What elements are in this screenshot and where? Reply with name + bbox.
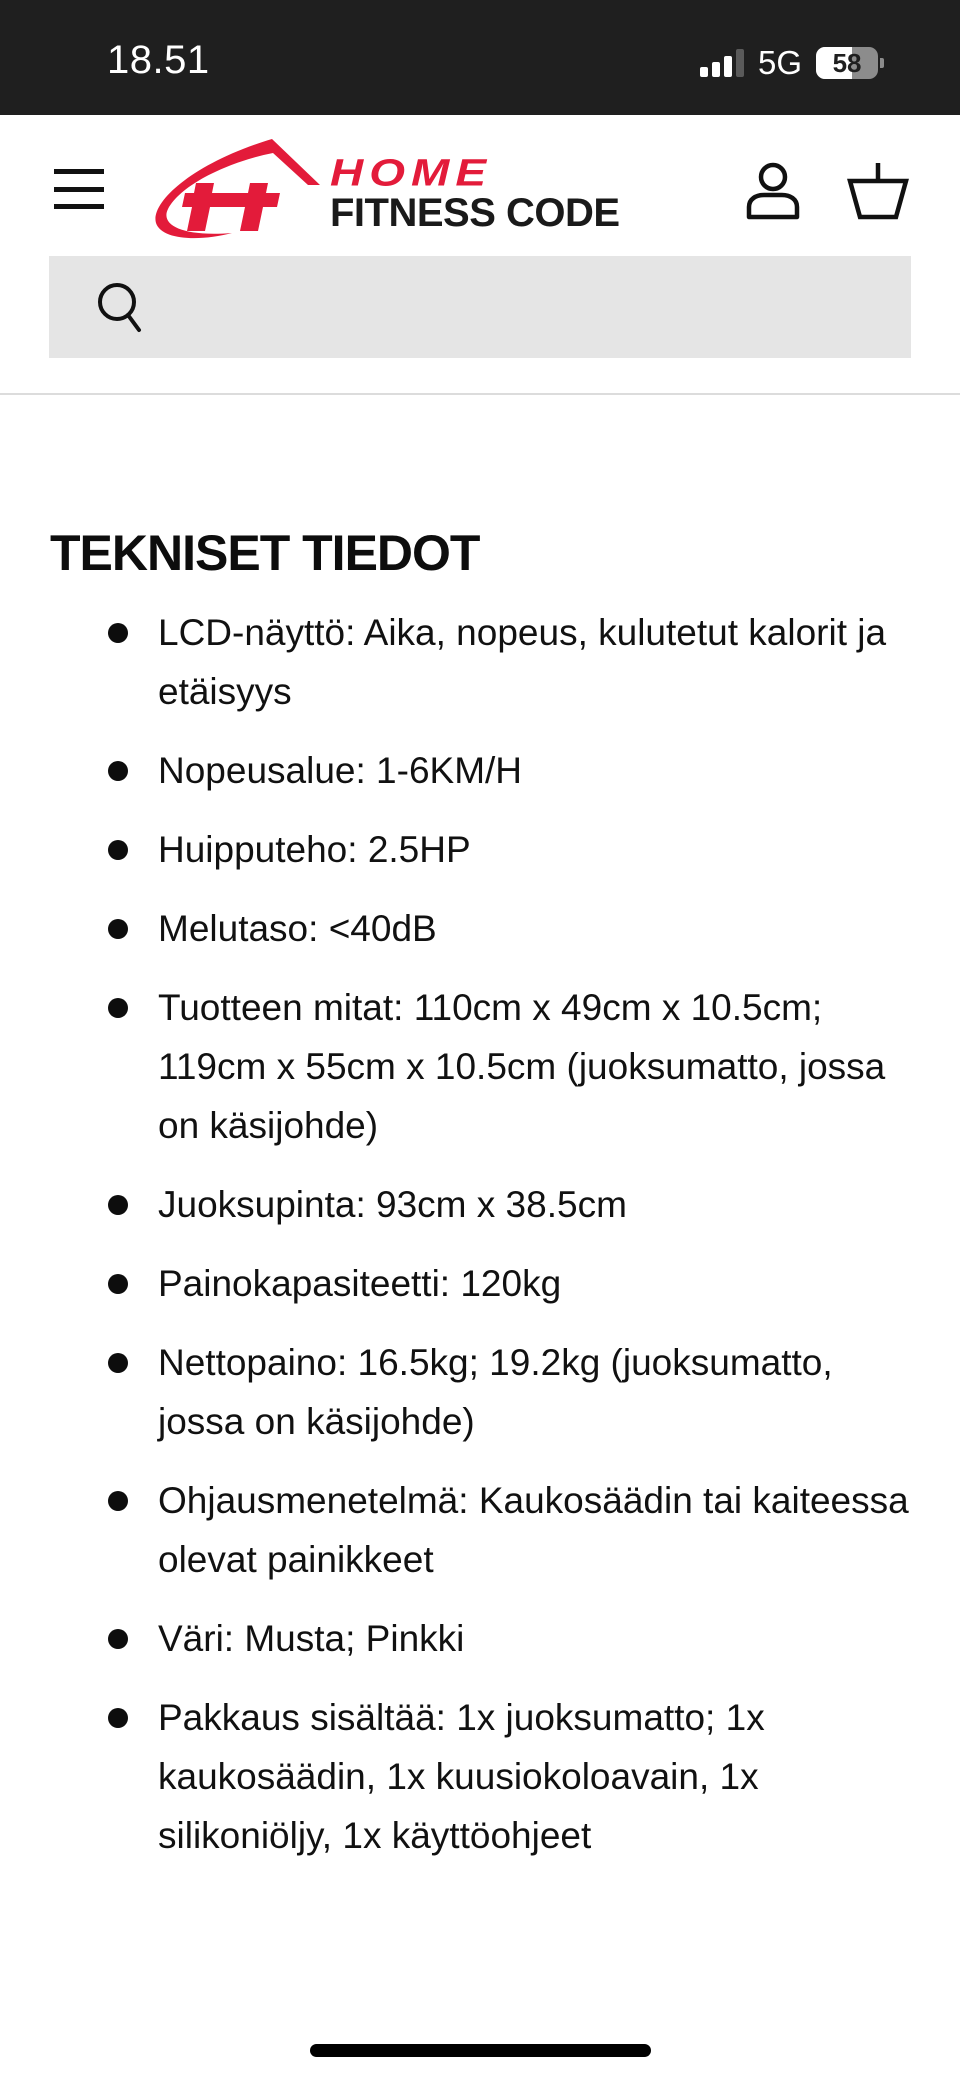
home-indicator[interactable] (310, 2044, 651, 2057)
logo-text-home: HOME (330, 150, 492, 194)
bullet-icon (108, 1274, 128, 1294)
logo-house-icon (152, 133, 322, 245)
battery-icon (816, 47, 878, 79)
spec-item-weight-capacity: Painokapasiteetti: 120kg (0, 1254, 960, 1313)
bullet-icon (108, 1708, 128, 1728)
bullet-icon (108, 761, 128, 781)
spec-item-running-surface: Juoksupinta: 93cm x 38.5cm (0, 1175, 960, 1234)
spec-item-speed-range: Nopeusalue: 1-6KM/H (0, 741, 960, 800)
bullet-icon (108, 1629, 128, 1649)
user-account-icon[interactable] (744, 161, 802, 221)
status-bar (0, 0, 960, 115)
bullet-icon (108, 998, 128, 1018)
spec-item-net-weight: Nettopaino: 16.5kg; 19.2kg (juoksumatto, jossa on käsijohde) (0, 1333, 960, 1451)
signal-bars-icon (700, 49, 744, 77)
bullet-icon (108, 840, 128, 860)
battery-nub (880, 58, 884, 68)
spec-item-control-method: Ohjausmenetelmä: Kaukosäädin tai kaiteessa olevat painikkeet (0, 1471, 960, 1589)
status-time: 18.51 (107, 38, 210, 82)
section-title: TEKNISET TIEDOT (50, 525, 480, 581)
logo-text-fitness-code: FITNESS CODE (330, 191, 620, 235)
bullet-icon (108, 623, 128, 643)
bullet-icon (108, 919, 128, 939)
status-indicators (700, 46, 884, 80)
spec-item-dimensions: Tuotteen mitat: 110cm x 49cm x 10.5cm; 119cm x 55cm x 10.5cm (juoksumatto, jossa on käsijohde) (0, 978, 960, 1155)
battery-level: 58 (832, 47, 862, 78)
search-icon[interactable] (95, 280, 147, 334)
site-logo[interactable] (152, 133, 662, 245)
bullet-icon (108, 1353, 128, 1373)
spec-item-package-contents: Pakkaus sisältää: 1x juoksumatto; 1x kaukosäädin, 1x kuusiokoloavain, 1x silikoniöljy, 1x käyttöohjeet (0, 1688, 960, 1865)
spec-item-noise-level: Melutaso: <40dB (0, 899, 960, 958)
search-bar[interactable] (49, 256, 911, 358)
spec-item-color: Väri: Musta; Pinkki (0, 1609, 960, 1668)
spec-list (0, 603, 960, 1885)
spec-item-lcd-display: LCD-näyttö: Aika, nopeus, kulutetut kalorit ja etäisyys (0, 603, 960, 721)
bullet-icon (108, 1195, 128, 1215)
shopping-basket-icon[interactable] (846, 161, 910, 221)
spec-item-peak-power: Huipputeho: 2.5HP (0, 820, 960, 879)
network-type: 5G (758, 44, 803, 81)
search-input[interactable] (147, 256, 911, 358)
site-header (0, 115, 960, 395)
bullet-icon (108, 1491, 128, 1511)
hamburger-menu-icon[interactable] (50, 163, 108, 215)
